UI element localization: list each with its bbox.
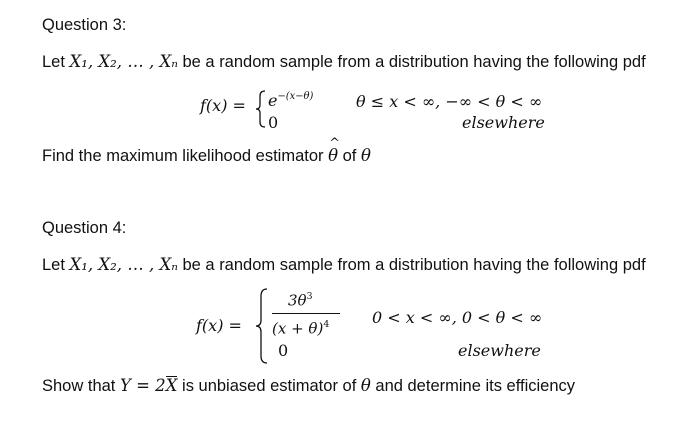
q3-theta-hat: ^ θ [328,148,338,165]
q4-denominator-base: (x + θ) [272,319,324,338]
q3-pdf-top-exponent: −(x−θ) [277,91,314,102]
q4-numerator-exponent: 3 [306,291,313,302]
q4-condition-bottom: elsewhere [458,341,541,360]
q4-fx-label: f(x) = [196,316,242,335]
q3-task [42,148,371,165]
q3-task-mid: of [338,147,361,165]
q4-fraction-bar [272,313,340,314]
q4-intro-post: be a random sample from a distribution having the following pdf [177,256,646,274]
q4-x-bar: X [165,376,178,395]
q4-intro-pre: Let [42,256,70,274]
q4-denominator-exponent: 4 [323,319,330,330]
q3-intro-pre: Let [42,53,70,71]
q3-heading: Question 3: [42,16,127,34]
q4-intro [42,257,646,274]
q3-task-pre: Find the maximum likelihood estimator [42,147,329,165]
q3-sample-variables: X₁, X₂, … , Xₙ [69,52,178,71]
q3-pdf-top [268,92,313,109]
q3-condition-bottom: elsewhere [462,113,545,132]
q3-intro [42,54,646,71]
q4-pdf-bottom: 0 [278,341,289,360]
q3-theta: θ [360,146,371,165]
q3-pdf-top-base: e [268,90,278,110]
q4-task-pre: Show that [42,377,120,395]
q4-fraction-numerator [288,292,313,309]
q4-fraction-denominator [272,320,329,337]
q3-fx-label: f(x) = [200,96,246,115]
q4-task-equation: Y = 2 [119,376,166,395]
q4-task-end: and determine its efficiency [370,377,576,395]
q3-pdf-bottom: 0 [268,113,279,132]
q3-condition-top: θ ≤ x < ∞, −∞ < θ < ∞ [356,92,543,111]
q3-brace-icon [255,89,267,129]
q4-theta: θ [360,376,371,395]
q4-heading: Question 4: [42,219,127,237]
q4-task [42,376,575,395]
q4-task-post: is unbiased estimator of [177,377,361,395]
q4-condition-top: 0 < x < ∞, 0 < θ < ∞ [372,308,543,327]
q4-brace-icon [255,287,269,365]
q4-numerator-base: 3θ [288,291,307,310]
q4-sample-variables: X₁, X₂, … , Xₙ [69,255,178,274]
q3-intro-post: be a random sample from a distribution having the following pdf [177,53,646,71]
